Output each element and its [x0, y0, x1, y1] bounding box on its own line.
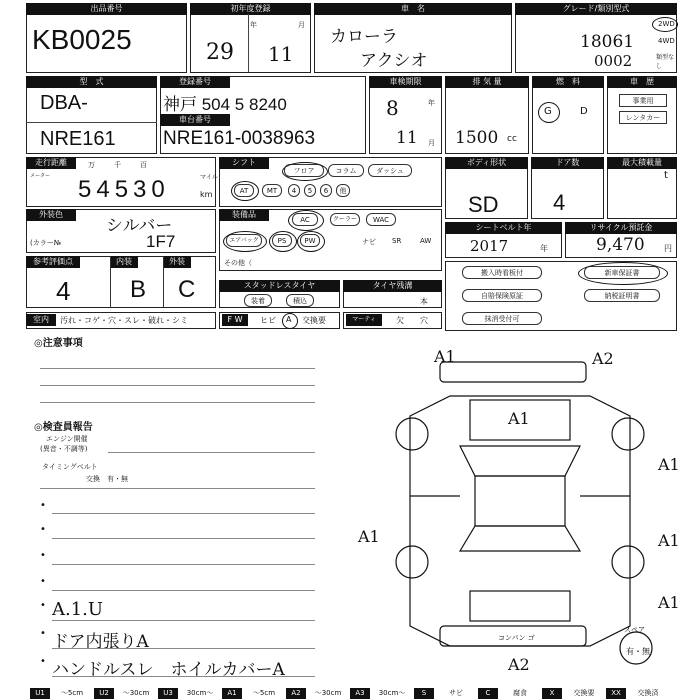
- bullet-6: •: [40, 628, 46, 639]
- fuel-g: G: [544, 106, 552, 117]
- bullet-5: •: [40, 600, 46, 611]
- recycle-value: 9,470: [596, 235, 645, 255]
- color-label: 外装色: [26, 209, 76, 221]
- mileage-unit: km: [200, 190, 213, 199]
- no-type: 類型なし: [656, 54, 675, 70]
- muffler-label: マーティ: [346, 314, 382, 326]
- doors-label: ドア数: [531, 157, 604, 169]
- body-type-label: ボディ形状: [445, 157, 528, 169]
- shift-other: 他: [336, 184, 350, 197]
- color-code: 1F7: [146, 232, 176, 251]
- interior-value: B: [130, 276, 147, 303]
- score-divider-2: [163, 256, 164, 308]
- mark-rear-bumper-a2: A2: [508, 655, 530, 674]
- inspector-line-8: [52, 676, 315, 677]
- first-reg-month-label: 月: [298, 21, 305, 29]
- inspector-line-2: [52, 513, 315, 514]
- lot-label: 出品番号: [26, 3, 187, 15]
- mark-rear-a1: A1: [658, 593, 680, 612]
- wheel-front-right: [612, 418, 644, 450]
- mark-right-front-a1: A1: [658, 455, 680, 474]
- inspection-year: 8: [386, 96, 399, 120]
- body-type-value: SD: [468, 192, 499, 217]
- wheel-front-left: [396, 418, 428, 450]
- equip-pw-circle: [297, 231, 325, 252]
- legend-value-7: 腐食: [513, 689, 527, 697]
- mark-front-a1: A1: [434, 347, 456, 366]
- shift-dash: ダッシュ: [368, 164, 412, 177]
- interior-label: 内装: [110, 256, 138, 268]
- shift-floor: フロア: [284, 164, 324, 177]
- equip-wac: WAC: [366, 213, 396, 226]
- legend-value-1: ～30cm: [122, 689, 150, 697]
- equipment-label: 装備品: [219, 209, 269, 221]
- bullet-3: •: [40, 550, 46, 561]
- car-name-label: 車 名: [314, 3, 512, 15]
- shift-6: 6: [320, 184, 332, 197]
- inspector-engine: エンジン開催: [46, 435, 88, 443]
- equip-aw: AW: [420, 237, 432, 245]
- mark-right-rear-a1: A1: [658, 531, 680, 550]
- chassis-value: NRE161-0038963: [163, 128, 316, 149]
- doc-tax: 納税証明書: [584, 289, 660, 302]
- legend-bar: [30, 688, 680, 699]
- doc-deregister: 抹消受付可: [462, 312, 542, 325]
- front-bumper: [440, 362, 586, 382]
- inspector-line-5: [52, 590, 315, 591]
- wheel-rear-left: [396, 546, 428, 578]
- drive-2wd-circle: [652, 17, 678, 32]
- capacity-label: 最大積載量: [607, 157, 677, 169]
- car-name-line2: アクシオ: [360, 51, 428, 71]
- exterior-label: 外装: [163, 256, 191, 268]
- spare-label: スペア: [624, 626, 645, 634]
- inspection-year-label: 年: [428, 99, 435, 107]
- inspector-timing-exchange: 交換 有・無: [86, 475, 128, 483]
- doc-warranty-circle: [578, 262, 668, 285]
- legend-key-5: A3: [350, 688, 370, 699]
- studless-label: スタッドレスタイヤ: [219, 280, 340, 292]
- score-value: 4: [56, 276, 71, 306]
- tire-unit: 本: [420, 297, 428, 306]
- mileage-mile: マイル: [200, 174, 218, 181]
- seatbelt-label: シートベルト年: [445, 222, 562, 234]
- legend-key-9: XX: [606, 688, 626, 699]
- inspection-month-label: 月: [428, 139, 435, 147]
- inspector-engine-line: [108, 452, 315, 453]
- model-divider: [26, 122, 157, 123]
- mileage-meter: メーター: [30, 173, 51, 179]
- drive-4wd: 4WD: [658, 37, 675, 45]
- car-name-line1: カローラ: [330, 27, 398, 47]
- notes-label: ◎注意事項: [34, 338, 83, 349]
- model-label: 型 式: [26, 76, 157, 88]
- inspector-engine-sub: (異音・不調等): [40, 445, 88, 453]
- equip-pw: PW: [300, 234, 320, 247]
- fw-exchange: 交換要: [302, 316, 326, 325]
- studless-loaded: 積込: [286, 294, 314, 307]
- equip-sr: SR: [392, 237, 402, 245]
- notes-line-1: [40, 368, 315, 369]
- legend-key-8: X: [542, 688, 562, 699]
- shift-label: シフト: [219, 157, 269, 169]
- drive-2wd: 2WD: [658, 20, 675, 28]
- exterior-value: C: [178, 276, 196, 303]
- interior-cond-items: 汚れ・コゲ・穴・スレ・破れ・シミ: [60, 316, 188, 325]
- first-reg-label: 初年度登録: [190, 3, 311, 15]
- color-code-label: (カラー№: [30, 239, 62, 247]
- recycle-unit: 円: [664, 244, 672, 253]
- inspection-month: 11: [396, 128, 418, 148]
- legend-key-0: U1: [30, 688, 50, 699]
- equip-navi: ナビ: [362, 238, 376, 246]
- notes-line-3: [40, 402, 315, 403]
- history-label: 車 歴: [607, 76, 677, 88]
- legend-value-4: ～30cm: [314, 689, 342, 697]
- grade-value2: 0002: [594, 52, 633, 70]
- equip-airbag: エアバック: [226, 234, 262, 247]
- first-reg-year-label: 年: [250, 21, 257, 29]
- color-value: シルバー: [106, 216, 173, 236]
- bullet-7: •: [40, 656, 46, 667]
- shift-mt: MT: [262, 184, 282, 197]
- fw-a: A: [286, 315, 292, 324]
- legend-value-0: ～5cm: [60, 689, 84, 697]
- mileage-digits-label: 万 千 百: [88, 161, 153, 169]
- note-handwritten-1: A.1.U: [52, 599, 104, 620]
- equip-ac: AC: [292, 213, 318, 226]
- grade-value1: 18061: [580, 32, 635, 52]
- mark-front-a2: A2: [592, 349, 614, 368]
- equip-airbag-circle: [223, 231, 267, 252]
- grade-label: グレード/類別型式: [515, 3, 677, 15]
- shift-column: コラム: [328, 164, 364, 177]
- inspector-timing: タイミングベルト: [42, 463, 98, 471]
- shift-at: AT: [234, 184, 254, 197]
- interior-cond-label: 室内: [26, 314, 56, 326]
- fw-crack: ヒビ: [260, 316, 276, 325]
- spare-options: 有・無: [626, 647, 650, 656]
- legend-value-9: 交換済: [637, 689, 659, 697]
- shift-4: 4: [288, 184, 300, 197]
- notes-line-2: [40, 385, 315, 386]
- legend-value-8: 交換要: [573, 689, 595, 697]
- rear-label: コンパン ゴ: [498, 634, 535, 642]
- chassis-label: 車台番号: [160, 114, 230, 126]
- shift-at-circle: [231, 181, 259, 201]
- model-value2: NRE161: [40, 128, 116, 150]
- windshield: [460, 446, 580, 476]
- capacity-unit: t: [664, 170, 668, 181]
- note-handwritten-3: ハンドルスレ ホイルカバーA: [52, 660, 285, 680]
- mark-left-a1: A1: [358, 527, 380, 546]
- tire-label: タイヤ残溝: [343, 280, 442, 292]
- doc-warranty: 新車保証書: [584, 266, 660, 279]
- score-label: 参考評価点: [26, 256, 80, 268]
- fuel-d: D: [580, 106, 588, 117]
- fuel-selected-circle: [538, 102, 560, 123]
- wheel-rear-right: [612, 546, 644, 578]
- recycle-label: リサイクル預託金: [565, 222, 677, 234]
- displacement-label: 排 気 量: [445, 76, 529, 88]
- roof: [475, 476, 565, 526]
- equip-cooler: クーラー: [330, 213, 360, 226]
- seatbelt-year: 2017: [470, 237, 509, 255]
- rear-window: [460, 526, 580, 551]
- displacement-value: 1500: [455, 128, 499, 148]
- mileage-value: 54530: [78, 176, 170, 203]
- fw-label: F W: [222, 314, 248, 326]
- equip-ac-circle: [288, 210, 324, 231]
- legend-key-6: S: [414, 688, 434, 699]
- first-reg-year: 29: [206, 40, 234, 65]
- fuel-label: 燃 料: [532, 76, 604, 88]
- lot-number: KB0025: [32, 24, 132, 55]
- mileage-label: 走行距離: [26, 157, 76, 169]
- doc-signboard: 搬入時看板付: [462, 266, 542, 279]
- inspector-label: ◎検査員報告: [34, 422, 93, 433]
- legend-value-6: サビ: [449, 689, 463, 697]
- legend-key-4: A2: [286, 688, 306, 699]
- legend-key-1: U2: [94, 688, 114, 699]
- model-value1: DBA-: [40, 92, 88, 114]
- muffler-missing: 欠: [396, 316, 404, 325]
- legend-key-2: U3: [158, 688, 178, 699]
- legend-value-2: 30cm～: [186, 689, 214, 697]
- shift-5: 5: [304, 184, 316, 197]
- inspector-line-6: [52, 620, 315, 621]
- legend-value-5: 30cm～: [378, 689, 406, 697]
- doors-value: 4: [553, 190, 566, 215]
- inspection-label: 車検期限: [369, 76, 442, 88]
- inspector-line-4: [52, 564, 315, 565]
- history-business: 事業用: [619, 94, 667, 107]
- bullet-2: •: [40, 524, 46, 535]
- body-outline: [410, 396, 630, 646]
- history-rental: レンタカー: [619, 111, 667, 124]
- seatbelt-year-label: 年: [540, 244, 548, 253]
- note-handwritten-2: ドア内張りA: [52, 632, 149, 652]
- doc-insurance: 自賠保険原証: [462, 289, 542, 302]
- shift-floor-circle: [282, 162, 328, 181]
- trunk: [470, 591, 570, 621]
- bullet-4: •: [40, 576, 46, 587]
- legend-key-7: C: [478, 688, 498, 699]
- first-reg-divider: [248, 14, 249, 72]
- inspector-line-7: [52, 648, 315, 649]
- muffler-hole: 穴: [420, 316, 428, 325]
- inspector-line-3: [52, 538, 315, 539]
- fw-a-circle: [282, 313, 298, 329]
- equip-ps-circle: [269, 231, 297, 252]
- registration-label: 登録番号: [160, 76, 230, 88]
- legend-value-3: ～5cm: [252, 689, 276, 697]
- inspector-line-1: [40, 488, 315, 489]
- car-diagram: [340, 336, 680, 686]
- legend-key-3: A1: [222, 688, 242, 699]
- studless-mounted: 装着: [244, 294, 272, 307]
- equip-ps: PS: [272, 234, 292, 247]
- first-reg-month: 11: [268, 42, 294, 66]
- displacement-unit: cc: [507, 134, 517, 144]
- mark-hood-a1: A1: [508, 409, 530, 428]
- equip-other: その他（: [224, 259, 252, 267]
- score-divider-1: [110, 256, 111, 308]
- bullet-1: •: [40, 500, 46, 511]
- registration-value: 神戸 504 5 8240: [163, 95, 287, 114]
